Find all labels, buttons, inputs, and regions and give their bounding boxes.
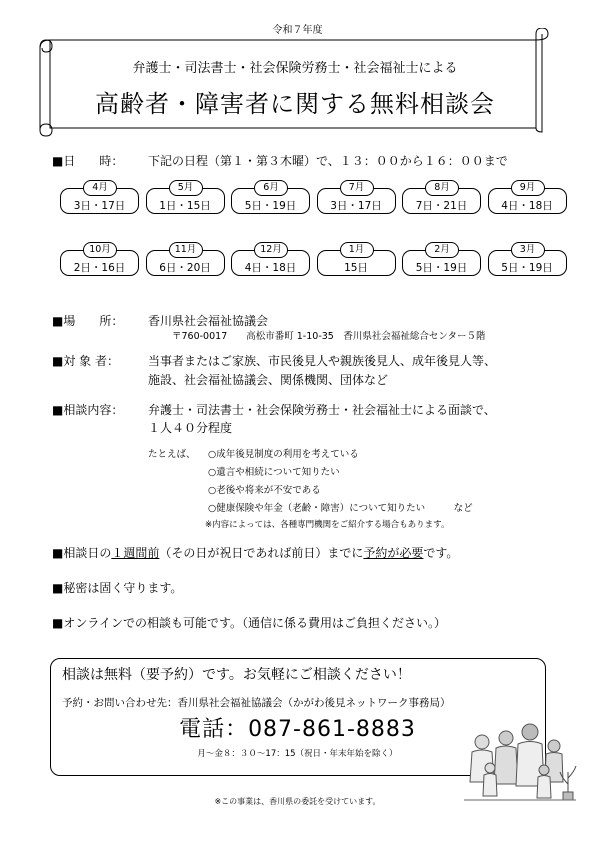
month-label: 9月 <box>511 180 545 196</box>
month-box <box>60 180 139 214</box>
month-box <box>231 242 310 276</box>
example-item: ○成年後見制度の利用を考えている <box>208 449 359 460</box>
reservation-notice <box>52 544 458 561</box>
notice-required: 予約が必要 <box>363 546 424 560</box>
confidentiality-notice: ■秘密は固く守ります。 <box>52 581 183 595</box>
online-notice: ■オンラインでの相談も可能です。（通信に係る費用はご負担ください。） <box>52 616 447 630</box>
month-label: 5月 <box>169 180 203 196</box>
month-box <box>402 242 481 276</box>
month-label: 8月 <box>425 180 459 196</box>
month-box <box>488 180 567 214</box>
place-name: 香川県社会福祉協議会 <box>148 314 269 328</box>
contact-headline: 相談は無料（要予約）です。お気軽にご相談ください！ <box>62 667 411 683</box>
month-label: 3月 <box>511 242 545 258</box>
month-label: 7月 <box>340 180 374 196</box>
schedule-text: 下記の日程（第１・第３木曜）で、１３：００から１６：００まで <box>148 154 508 168</box>
month-box <box>146 242 225 276</box>
month-label: 4月 <box>83 180 117 196</box>
scroll-banner <box>36 28 550 138</box>
example-item: ○遺言や相続について知りたい <box>208 467 340 478</box>
target-line-2: 施設、社会福祉協議会、関係機関、団体など <box>148 373 389 387</box>
notice-part: （その日が祝日であれば前日）までに <box>159 546 364 560</box>
month-days: 15日 <box>344 262 368 274</box>
month-days: 5日・19日 <box>415 262 468 274</box>
month-label: 2月 <box>425 242 459 258</box>
month-label: 6月 <box>254 180 288 196</box>
month-days: 7日・21日 <box>415 200 468 212</box>
month-days: 6日・20日 <box>159 262 211 274</box>
month-box <box>402 180 481 214</box>
target-line-1: 当事者またはご家族、市民後見人や親族後見人、成年後見人等、 <box>148 354 497 368</box>
footer-note: ※この事業は、香川県の委託を受けています。 <box>214 797 381 806</box>
month-box <box>317 242 396 276</box>
place-label: ■場 所： <box>52 314 124 328</box>
month-days: 5日・19日 <box>501 262 553 274</box>
month-days: 2日・16日 <box>73 262 126 274</box>
schedule-label: ■日 時： <box>52 154 124 168</box>
example-prefix: たとえば、 <box>148 449 196 460</box>
month-days: 3日・17日 <box>73 200 126 212</box>
fiscal-year: 令和７年度 <box>272 25 323 36</box>
contact-organization: 予約・お問い合わせ先：香川県社会福祉協議会（かがわ後見ネットワーク事務局） <box>62 697 451 709</box>
target-label: ■対 象 者： <box>52 354 119 368</box>
notice-deadline: １週間前 <box>111 546 160 560</box>
month-box <box>317 180 396 214</box>
banner-title: 高齢者・障害者に関する無料相談会 <box>95 90 495 118</box>
month-days: 1日・15日 <box>159 200 211 212</box>
content-label: ■相談内容： <box>52 403 124 417</box>
month-box <box>488 242 567 276</box>
month-days: 4日・18日 <box>244 262 297 274</box>
month-days: 4日・18日 <box>501 200 553 212</box>
month-label: 11月 <box>169 242 203 258</box>
month-label: 1月 <box>340 242 374 258</box>
example-item: ○老後や将来が不安である <box>208 485 321 496</box>
content-line-1: 弁護士・司法書士・社会保険労務士・社会福祉士による面談で、 <box>148 403 496 417</box>
month-box <box>146 180 225 214</box>
notice-part: ■相談日の <box>52 546 112 560</box>
notice-part: です。 <box>423 546 459 560</box>
month-days: 5日・19日 <box>244 200 297 212</box>
month-label: 12月 <box>254 242 288 258</box>
family-illustration <box>460 712 580 802</box>
month-days: 3日・17日 <box>330 200 382 212</box>
contact-hours: 月～金８：３０～17：15（祝日・年末年始を除く） <box>197 749 398 759</box>
month-box <box>231 180 310 214</box>
example-item: ○健康保険や年金（老齢・障害）について知りたい など <box>208 503 473 514</box>
contact-phone: 電話：087-861-8883 <box>179 717 416 742</box>
place-address: 〒760-0017 高松市番町 1-10-35 香川県社会福祉総合センター５階 <box>172 331 486 342</box>
content-note: ※内容によっては、各種専門機関をご紹介する場合もあります。 <box>205 520 450 530</box>
month-box <box>60 242 139 276</box>
banner-subtitle: 弁護士・司法書士・社会保険労務士・社会福祉士による <box>132 61 458 76</box>
month-label: 10月 <box>83 242 117 258</box>
content-line-2: １人４０分程度 <box>148 421 233 435</box>
